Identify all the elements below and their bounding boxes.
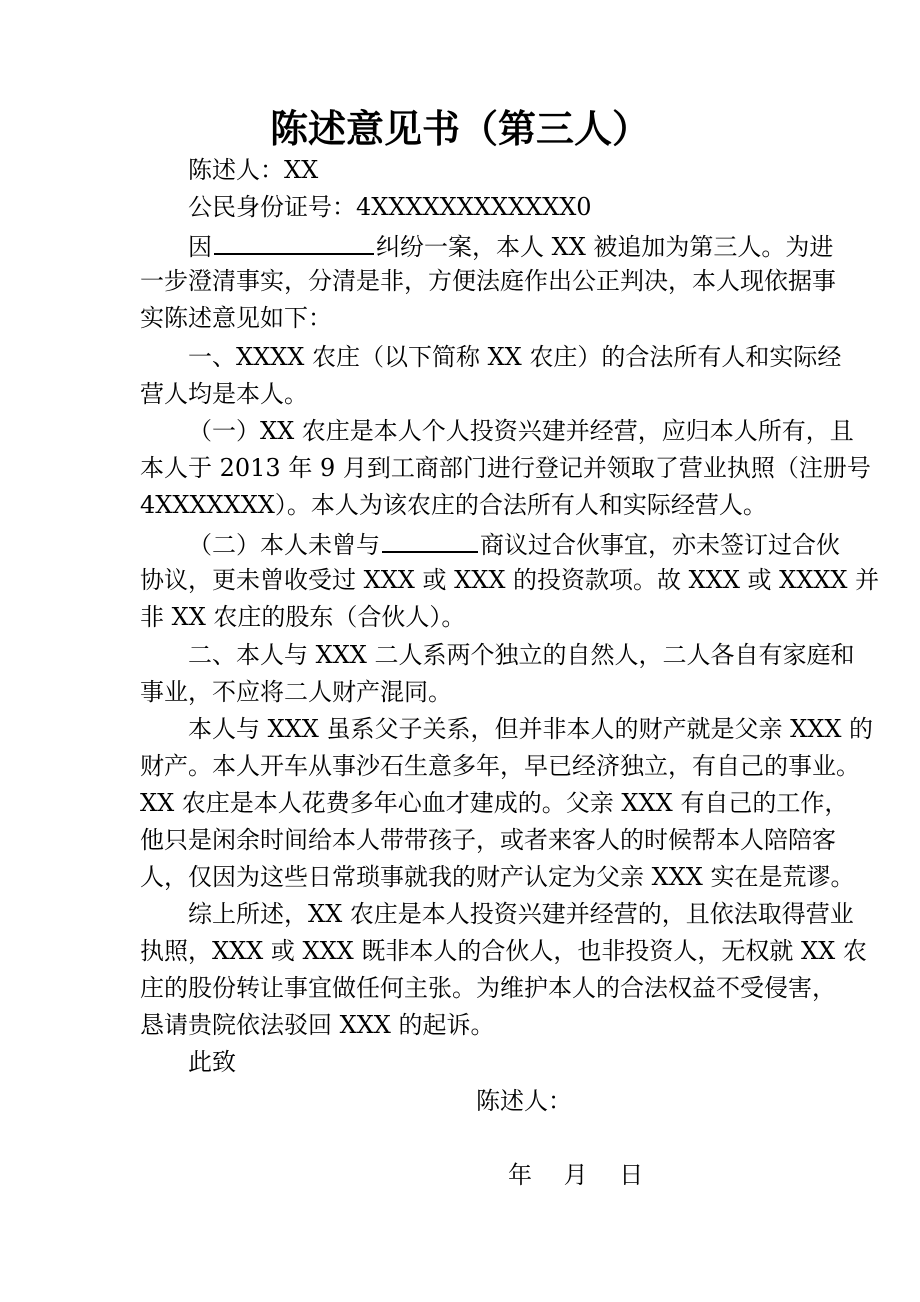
section1-line-1: 一、XXXX 农庄（以下简称 XX 农庄）的合法所有人和实际经 [188,343,842,371]
sub1-line-3: 4XXXXXXX）。本人为该农庄的合法所有人和实际经营人。 [140,491,767,519]
id-number-line: 公民身份证号：4XXXXXXXXXXXX0 [188,193,592,221]
para3-line-5: 人，仅因为这些日常琐事就我的财产认定为父亲 XXX 实在是荒谬。 [140,863,855,891]
closing-line: 此致 [188,1048,236,1076]
sub2-suffix: 商议过合伙事宜，亦未签订过合伙 [480,531,840,559]
date-line: 年 月 日 [508,1161,644,1189]
conclusion-line-3: 庄的股份转让事宜做任何主张。为维护本人的合法权益不受侵害， [140,974,836,1002]
intro-line-1 [188,229,833,262]
blank-underline [382,527,478,553]
sub1-line-2: 本人于 2013 年 9 月到工商部门进行登记并领取了营业执照（注册号 [140,454,871,482]
para3-line-4: 他只是闲余时间给本人带带孩子，或者来客人的时候帮本人陪陪客 [140,826,836,854]
document-title: 陈述意见书（第三人） [269,106,650,151]
section1-line-2: 营人均是本人。 [140,380,308,408]
section2-line-1: 二、本人与 XXX 二人系两个独立的自然人，二人各自有家庭和 [188,641,855,669]
para3-line-3: XX 农庄是本人花费多年心血才建成的。父亲 XXX 有自己的工作， [140,789,849,817]
intro-prefix: 因 [188,233,212,261]
conclusion-line-1: 综上所述，XX 农庄是本人投资兴建并经营的，且依法取得营业 [188,900,854,928]
sub2-line-3: 非 XX 农庄的股东（合伙人）。 [140,603,466,631]
intro-suffix: 纠纷一案，本人 XX 被追加为第三人。为进 [376,233,834,261]
sub2-prefix: （二）本人未曾与 [188,531,380,559]
blank-underline [214,229,374,255]
para3-line-1: 本人与 XXX 虽系父子关系，但并非本人的财产就是父亲 XXX 的 [188,715,874,743]
sub2-line-1 [188,527,840,560]
signature-line: 陈述人： [476,1087,572,1115]
conclusion-line-2: 执照，XXX 或 XXX 既非本人的合伙人，也非投资人，无权就 XX 农 [140,937,867,965]
section2-line-2: 事业，不应将二人财产混同。 [140,678,452,706]
sub1-line-1: （一）XX 农庄是本人个人投资兴建并经营，应归本人所有，且 [188,417,854,445]
para3-line-2: 财产。本人开车从事沙石生意多年，早已经济独立，有自己的事业。 [140,752,860,780]
intro-line-2: 一步澄清事实，分清是非，方便法庭作出公正判决，本人现依据事 [140,267,836,295]
intro-line-3: 实陈述意见如下： [140,304,332,332]
declarant-line: 陈述人：XX [188,156,319,184]
sub2-line-2: 协议，更未曾收受过 XXX 或 XXX 的投资款项。故 XXX 或 XXXX 并 [140,566,880,594]
conclusion-line-4: 恳请贵院依法驳回 XXX 的起诉。 [140,1011,495,1039]
